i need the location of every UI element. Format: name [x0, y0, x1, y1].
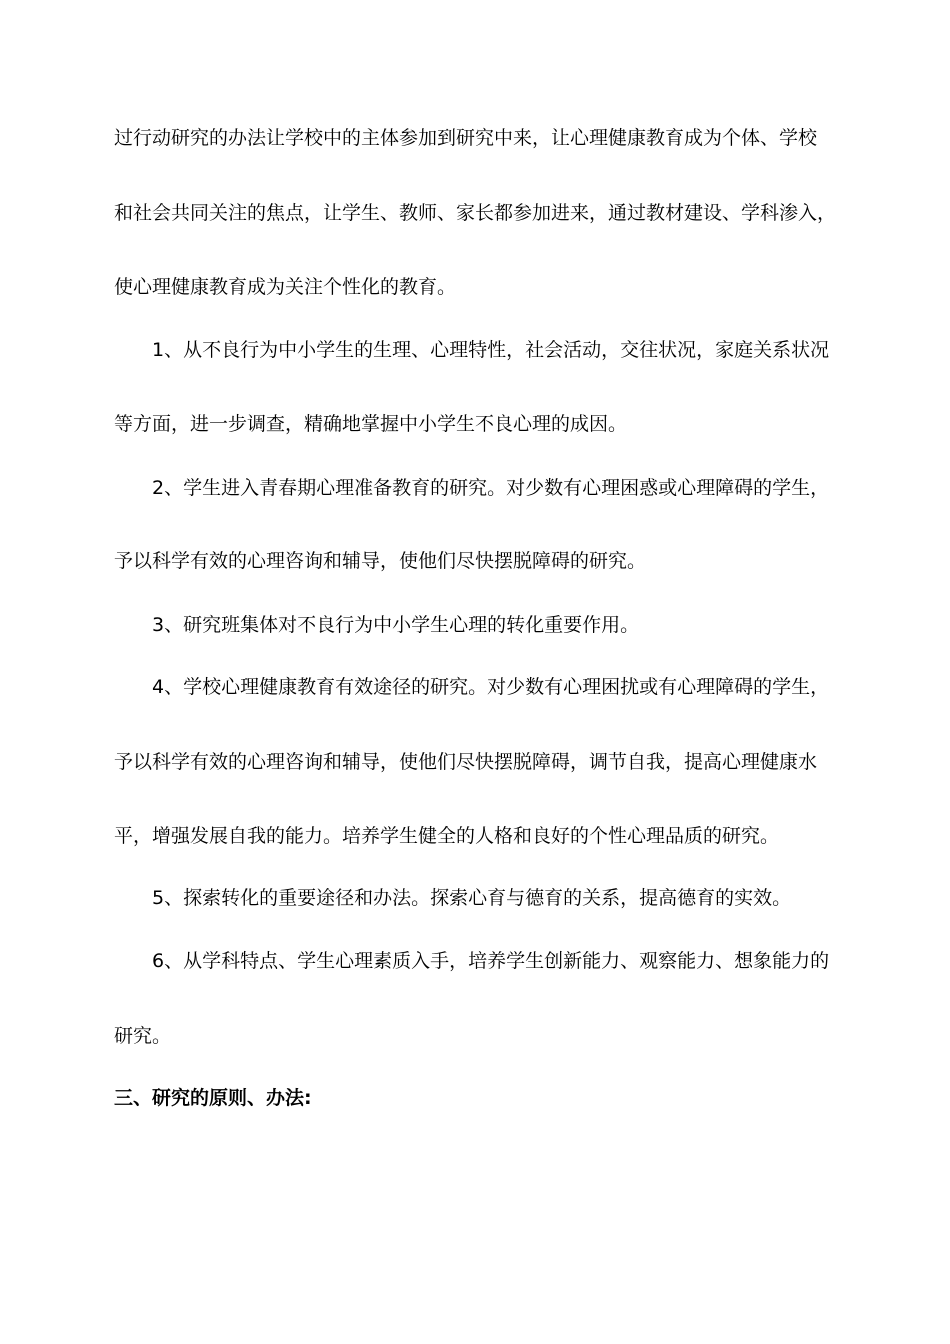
- list-item-6: 6、从学科特点、学生心理素质入手，培养学生创新能力、观察能力、想象能力的: [152, 950, 830, 972]
- list-item-1: 1、从不良行为中小学生的生理、心理特性，社会活动，交往状况，家庭关系状况: [152, 339, 830, 361]
- paragraph-line: 和社会共同关注的焦点，让学生、教师、家长都参加进来，通过教材建设、学科渗入，: [114, 202, 837, 224]
- section-heading: 三、研究的原则、办法:: [114, 1087, 312, 1109]
- list-item-4-continued: 平，增强发展自我的能力。培养学生健全的人格和良好的个性心理品质的研究。: [114, 825, 780, 847]
- list-item-3: 3、研究班集体对不良行为中小学生心理的转化重要作用。: [152, 614, 640, 636]
- list-item-2: 2、学生进入青春期心理准备教育的研究。对少数有心理困惑或心理障碍的学生，: [152, 477, 830, 499]
- paragraph-line: 过行动研究的办法让学校中的主体参加到研究中来，让心理健康教育成为个体、学校: [114, 127, 818, 149]
- list-item-5: 5、探索转化的重要途径和办法。探索心育与德育的关系，提高德育的实效。: [152, 887, 792, 909]
- paragraph-line: 使心理健康教育成为关注个性化的教育。: [114, 276, 457, 298]
- list-item-1-continued: 等方面，进一步调查，精确地掌握中小学生不良心理的成因。: [114, 413, 628, 435]
- list-item-2-continued: 予以科学有效的心理咨询和辅导，使他们尽快摆脱障碍的研究。: [114, 550, 647, 572]
- list-item-4: 4、学校心理健康教育有效途径的研究。对少数有心理困扰或有心理障碍的学生，: [152, 676, 830, 698]
- list-item-6-continued: 研究。: [114, 1025, 172, 1047]
- list-item-4-continued: 予以科学有效的心理咨询和辅导，使他们尽快摆脱障碍，调节自我，提高心理健康水: [114, 751, 818, 773]
